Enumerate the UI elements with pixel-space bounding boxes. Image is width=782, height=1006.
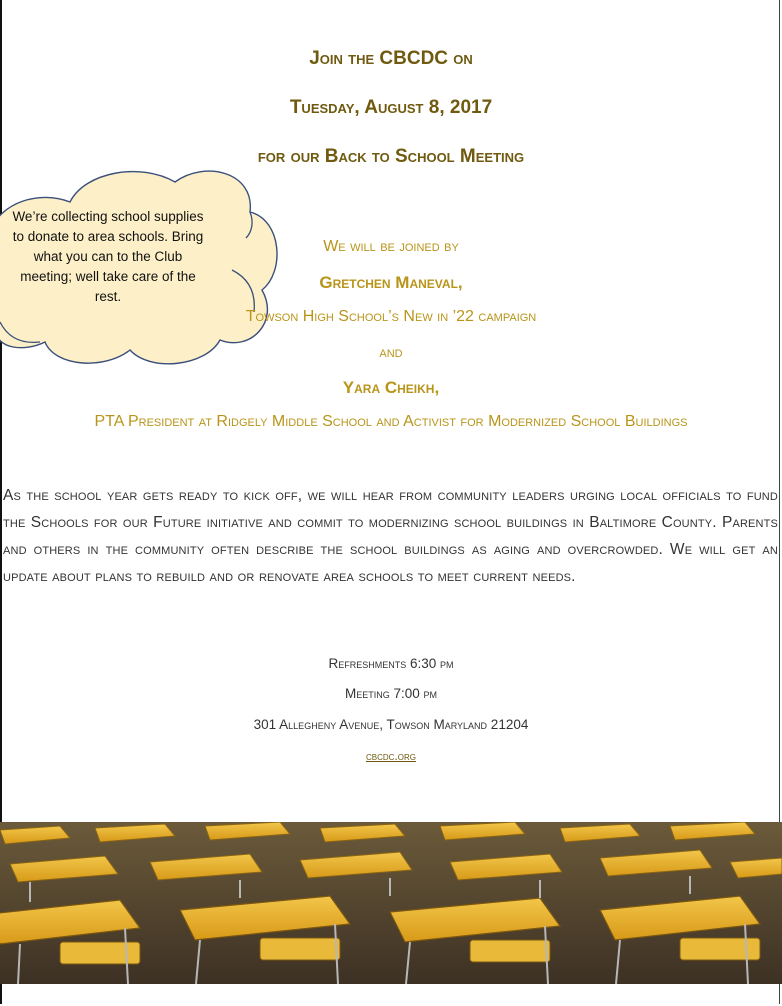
callout-text: We’re collecting school supplies to donate to area schools. Bring what you can to the Club meeting; well take care of the rest. [12,209,204,304]
website-link[interactable]: cbcdc.org [365,749,416,763]
classroom-desks-photo [0,822,782,984]
address: 301 Allegheny Avenue, Towson Maryland 21204 [253,717,529,732]
callout-cloud [0,162,282,368]
speakers-intro: We will be joined by [323,238,459,255]
speaker-2-name: Yara Cheikh, [342,378,440,397]
speaker-2-title: PTA President at Ridgely Middle School and Activist for Modernized School Buildings [94,413,688,430]
header-line-1: Join the CBCDC on [309,48,473,69]
desks-illustration [0,822,782,984]
body-paragraph: As the school year gets ready to kick off, we will hear from community leaders urging local officials to fund the Schools for our Future initiative and commit to modernizing school buildings in Baltimore County. Parents and others in the community often describe the school buildings as aging and overcrowded. We will get an update about plans to rebuild and or renovate area schools to meet current needs. [3,487,778,585]
meeting-time: Meeting 7:00 pm [344,686,438,701]
header-line-3: for our Back to School Meeting [257,146,525,167]
speaker-1-title: Towson High School’s New in ’22 campaign [245,308,537,325]
speaker-1-name: Gretchen Maneval, [319,273,463,292]
speakers-and: and [379,344,403,361]
header-date: Tuesday, August 8, 2017 [289,97,493,118]
refreshments-time: Refreshments 6:30 pm [328,656,454,671]
